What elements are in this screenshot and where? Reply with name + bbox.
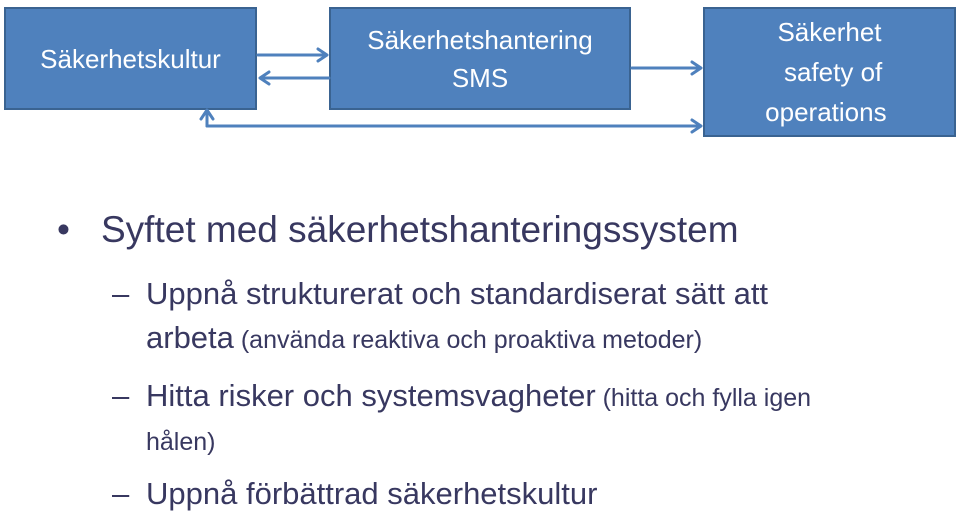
safety-management-line1: Säkerhetshantering xyxy=(367,24,593,55)
safety-operations-line2: safety of xyxy=(776,57,883,87)
sub-item-2-text: Hitta risker och systemsvagheter xyxy=(146,378,596,413)
arrow-bottom-to-culture-head xyxy=(201,110,213,119)
sub-item-1-continuation xyxy=(146,316,702,362)
safety-culture-label: Säkerhetskultur xyxy=(40,43,221,74)
sub-item-2-cont-small: hålen) xyxy=(146,428,216,456)
sub-item-1-cont-small: (använda reaktiva och proaktiva metoder) xyxy=(233,326,703,354)
sub-item-2-text-small: (hitta och fylla igen xyxy=(595,384,812,412)
safety-operations-line3: operations xyxy=(765,97,894,127)
safety-management-line2: SMS xyxy=(451,62,509,93)
bullet-marker: • xyxy=(57,209,70,250)
arrow-management-to-safety-head xyxy=(692,62,701,74)
sub-item-1 xyxy=(112,272,768,316)
sub-item-2 xyxy=(112,374,811,420)
arrow-culture-to-management-head xyxy=(318,49,327,61)
safety-culture-box xyxy=(4,7,257,110)
arrow-culture-to-safety-head xyxy=(692,120,701,132)
sub-item-3-text: Uppnå förbättrad säkerhetskultur xyxy=(146,476,598,511)
arrow-management-to-culture-head xyxy=(260,72,269,84)
bullet-text: Syftet med säkerhetshanteringssystem xyxy=(101,209,739,250)
safety-operations-line1: Säkerhet xyxy=(777,17,882,47)
safety-management-box xyxy=(329,7,631,110)
sub-item-1-text: Uppnå strukturerat och standardiserat sätt att xyxy=(146,276,769,311)
sub-item-2-dash: – xyxy=(112,378,130,413)
sub-item-3 xyxy=(112,472,597,516)
sub-item-2-continuation xyxy=(146,418,216,464)
sub-item-1-dash: – xyxy=(112,276,130,311)
safety-operations-box xyxy=(703,7,956,137)
sub-item-3-dash: – xyxy=(112,476,130,511)
sub-item-1-cont-text: arbeta xyxy=(146,320,234,355)
